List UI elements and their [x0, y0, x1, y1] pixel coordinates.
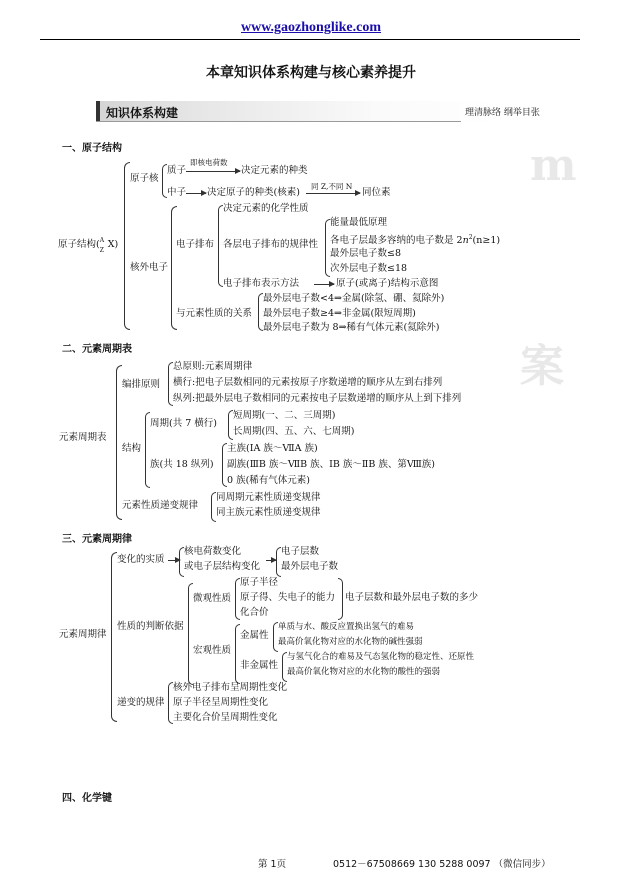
arrow-label: 即核电荷数	[190, 158, 228, 167]
essence-label: 变化的实质	[117, 554, 165, 565]
electrons-label: 核外电子	[130, 262, 169, 273]
section-heading: 一、原子结构	[62, 143, 122, 154]
page-title: 本章知识体系构建与核心素养提升	[206, 65, 416, 81]
section-heading: 三、元素周期律	[62, 534, 132, 545]
proton-label: 质子	[167, 165, 187, 176]
law-rule-item: 核外电子排布呈周期性变化	[173, 682, 288, 693]
relation-item: 最外层电子数为 8⇒稀有气体元素(氦除外)	[263, 322, 440, 333]
isotope-label: 同位素	[362, 187, 391, 198]
method-result: 原子(或离子)结构示意图	[336, 278, 439, 289]
judge-label: 性质的判断依据	[117, 621, 184, 632]
arrow	[186, 193, 206, 194]
rule-item: 最外层电子数≤8	[330, 248, 402, 259]
table-root: 元素周期表	[59, 432, 107, 443]
proton-result: 决定元素的种类	[241, 165, 308, 176]
section-heading: 二、元素周期表	[62, 344, 132, 355]
page-number: 第 1页	[258, 859, 287, 870]
law-rule-label: 递变的规律	[117, 697, 165, 708]
macro-label: 宏观性质	[193, 645, 232, 656]
metal-item: 单质与水、酸反应置换出氢气的难易	[278, 622, 415, 632]
group-label: 族(共 18 纵列)	[150, 459, 214, 470]
period-item: 长周期(四、五、六、七周期)	[233, 426, 355, 437]
relation-item: 最外层电子数<4⇒金属(除氢、硼、氦除外)	[263, 293, 445, 304]
relation-item: 最外层电子数≥4⇒非金属(限短周期)	[263, 308, 416, 319]
law-rule-item: 原子半径呈周期性变化	[173, 697, 269, 708]
banner-underline	[96, 121, 461, 122]
arrangement-label: 电子排布	[176, 239, 215, 250]
watermark-mark: 案	[520, 341, 564, 392]
metal-label: 金属性	[240, 630, 269, 641]
neutron-label: 中子	[167, 187, 187, 198]
period-item: 短周期(一、二、三周期)	[233, 410, 336, 421]
essence-result: 电子层数	[281, 546, 320, 557]
trend-label: 元素性质递变规律	[122, 500, 199, 511]
neutron-result: 决定原子的种类(核素)	[207, 187, 300, 198]
watermark-mark: m	[530, 140, 577, 191]
essence-result: 最外层电子数	[281, 561, 339, 572]
micro-item: 原子半径	[240, 577, 279, 588]
arrow	[306, 193, 360, 194]
micro-label: 微观性质	[193, 593, 232, 604]
metal-item: 最高价氧化物对应的水化物的碱性强弱	[278, 637, 423, 647]
arrow	[266, 560, 276, 561]
arrow-label: 同 Z,不同 N	[311, 182, 353, 191]
header-link[interactable]: www.gaozhonglike.com	[241, 20, 381, 35]
principle-item: 横行:把电子层数相同的元素按原子序数递增的顺序从左到右排列	[173, 377, 443, 388]
arrow	[314, 284, 334, 285]
arrow	[186, 171, 240, 172]
structure-label: 结构	[122, 443, 142, 454]
rule-item: 次外层电子数≤18	[330, 263, 408, 274]
essence-item: 核电荷数变化	[184, 546, 242, 557]
law-rule-item: 主要化合价呈周期性变化	[173, 712, 278, 723]
period-label: 周期(共 7 横行)	[150, 418, 217, 429]
nonmetal-item: 最高价氧化物对应的水化物的酸性的强弱	[287, 667, 441, 677]
nonmetal-item: 与氢气化合的难易及气态氢化物的稳定性、还原性	[287, 652, 475, 662]
nonmetal-label: 非金属性	[240, 660, 279, 671]
group-item: 副族(ⅢB 族～ⅦB 族、ⅠB 族～ⅡB 族、第Ⅷ族)	[227, 459, 436, 470]
atom-root: 原子结构( A Z X)	[58, 237, 119, 254]
principle-label: 编排原则	[122, 379, 161, 390]
banner-accent	[96, 101, 100, 121]
relation-label: 与元素性质的关系	[176, 308, 253, 319]
brace	[124, 162, 130, 330]
method-label: 电子排布表示方法	[223, 278, 300, 289]
contact-info: 0512－67508669 130 5288 0097 （微信同步）	[333, 859, 551, 870]
group-item: 0 族(稀有气体元素)	[227, 475, 310, 486]
decides-text: 决定元素的化学性质	[223, 203, 309, 214]
banner-subtitle: 理清脉络 纲举目张	[465, 108, 540, 118]
micro-result: 电子层数和最外层电子数的多少	[345, 592, 479, 603]
banner-label: 知识体系构建	[106, 106, 179, 120]
trend-item: 同周期元素性质递变规律	[216, 492, 321, 503]
micro-item: 原子得、失电子的能力	[240, 592, 336, 603]
brace	[338, 578, 343, 620]
essence-item: 或电子层结构变化	[184, 561, 261, 572]
law-root: 元素周期律	[59, 629, 107, 640]
rule-item: 能量最低原理	[330, 217, 388, 228]
trend-item: 同主族元素性质递变规律	[216, 507, 321, 518]
header-divider	[40, 39, 580, 40]
rule-item: 各电子层最多容纳的电子数是 $2n^2(n\ge 1)$	[330, 234, 501, 247]
rules-label: 各层电子排布的规律性	[223, 239, 319, 250]
nucleus-label: 原子核	[130, 173, 159, 184]
section-heading: 四、化学键	[62, 793, 112, 804]
micro-item: 化合价	[240, 607, 269, 618]
principle-item: 纵列:把最外层电子数相同的元素按电子层数递增的顺序从上到下排列	[173, 393, 462, 404]
principle-item: 总原则:元素周期律	[173, 361, 253, 372]
group-item: 主族(ⅠA 族～ⅦA 族)	[227, 443, 318, 454]
